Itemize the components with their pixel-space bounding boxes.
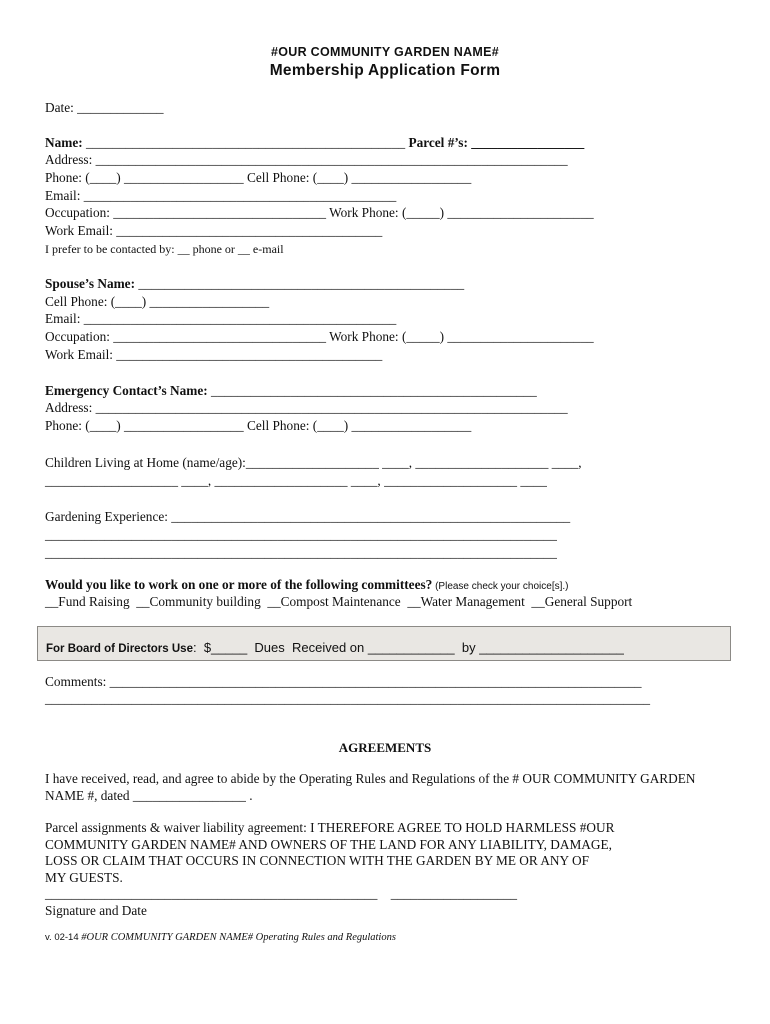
- footer-version: v. 02-14: [45, 932, 79, 943]
- agreement-p2-line-3: LOSS OR CLAIM THAT OCCURS IN CONNECTION WITH THE GARDEN BY ME OR ANY OF: [45, 853, 589, 868]
- spouse-occupation-field[interactable]: Occupation: ________________________________ Work Phone: (_____) ______________________: [45, 329, 594, 344]
- spouse-cell-phone-field[interactable]: Cell Phone: (____) __________________: [45, 294, 270, 309]
- agreements-heading: AGREEMENTS: [338, 740, 432, 755]
- board-use-box: [37, 626, 731, 661]
- emergency-phone-field[interactable]: Phone: (____) __________________ Cell Phone: (____) __________________: [45, 418, 472, 433]
- address-field[interactable]: Address: _______________________________________________________________________: [45, 152, 568, 167]
- emergency-name-label: Emergency Contact’s Name:: [45, 383, 208, 398]
- spouse-name-field[interactable]: _________________________________________________: [135, 276, 465, 291]
- work-email-field[interactable]: Work Email: ________________________________________: [45, 223, 383, 238]
- name-row: [45, 135, 584, 151]
- agreement-p1-line-2[interactable]: NAME #, dated _________________ .: [45, 788, 253, 803]
- footer-text: #OUR COMMUNITY GARDEN NAME# Operating Rules and Regulations: [78, 932, 396, 943]
- agreement-p2-line-4: MY GUESTS.: [45, 870, 123, 885]
- comments-line-1[interactable]: Comments: ________________________________________________________________________________: [45, 674, 642, 689]
- gardening-experience-line-1[interactable]: Gardening Experience: ____________________________________________________________: [45, 509, 571, 524]
- agreement-p2-line-2: COMMUNITY GARDEN NAME# AND OWNERS OF THE LAND FOR ANY LIABILITY, DAMAGE,: [45, 837, 612, 852]
- emergency-address-field[interactable]: Address: _______________________________________________________________________: [45, 400, 568, 415]
- board-use-row: [46, 640, 624, 655]
- date-field[interactable]: Date: _____________: [45, 100, 164, 115]
- board-use-label: For Board of Directors Use: [46, 643, 193, 655]
- spouse-name-label: Spouse’s Name:: [45, 276, 136, 291]
- signature-date-lines[interactable]: __________________________________________________ ___________________: [45, 886, 518, 901]
- org-name-heading: #OUR COMMUNITY GARDEN NAME#: [270, 45, 500, 59]
- spouse-email-field[interactable]: Email: _______________________________________________: [45, 311, 397, 326]
- spouse-name-row: [45, 276, 464, 292]
- form-title: Membership Application Form: [269, 62, 501, 79]
- children-line-2[interactable]: ____________________ ____, ____________________ ____, ____________________ ____: [45, 473, 547, 488]
- email-field[interactable]: Email: _______________________________________________: [45, 188, 397, 203]
- emergency-name-field[interactable]: _________________________________________________: [207, 383, 537, 398]
- committees-question: Would you like to work on one or more of the following committees?: [45, 577, 433, 592]
- parcel-field[interactable]: Parcel #’s: _________________: [405, 135, 585, 150]
- board-dues-fields[interactable]: : $_____ Dues Received on ____________ by ____________________: [192, 640, 624, 655]
- comments-line-2[interactable]: ___________________________________________________________________________________________: [45, 691, 651, 706]
- name-label: Name:: [45, 135, 83, 150]
- signature-label: Signature and Date: [45, 903, 147, 918]
- agreement-p1-line-1: I have received, read, and agree to abide by the Operating Rules and Regulations of the # OUR COMMUNITY GARDEN: [45, 771, 696, 786]
- agreement-p2-line-1: Parcel assignments & waiver liability agreement: I THEREFORE AGREE TO HOLD HARMLESS #OUR: [45, 820, 615, 835]
- committee-options[interactable]: __Fund Raising __Community building __Compost Maintenance __Water Management __General Support: [45, 594, 633, 609]
- spouse-work-email-field[interactable]: Work Email: ________________________________________: [45, 347, 383, 362]
- occupation-field[interactable]: Occupation: ________________________________ Work Phone: (_____) ______________________: [45, 205, 594, 220]
- name-field[interactable]: ________________________________________________: [82, 135, 406, 150]
- emergency-name-row: [45, 383, 537, 399]
- contact-preference[interactable]: I prefer to be contacted by: __ phone or __ e-mail: [45, 242, 284, 256]
- footer: [45, 932, 396, 943]
- committees-question-row: [45, 577, 568, 595]
- gardening-experience-line-2[interactable]: _____________________________________________________________________________: [45, 527, 557, 542]
- phone-field[interactable]: Phone: (____) __________________ Cell Phone: (____) __________________: [45, 170, 472, 185]
- committees-hint: (Please check your choice[s].): [432, 581, 569, 592]
- children-line-1[interactable]: Children Living at Home (name/age):____________________ ____, ____________________ ____,: [45, 455, 582, 470]
- gardening-experience-line-3[interactable]: _____________________________________________________________________________: [45, 545, 557, 560]
